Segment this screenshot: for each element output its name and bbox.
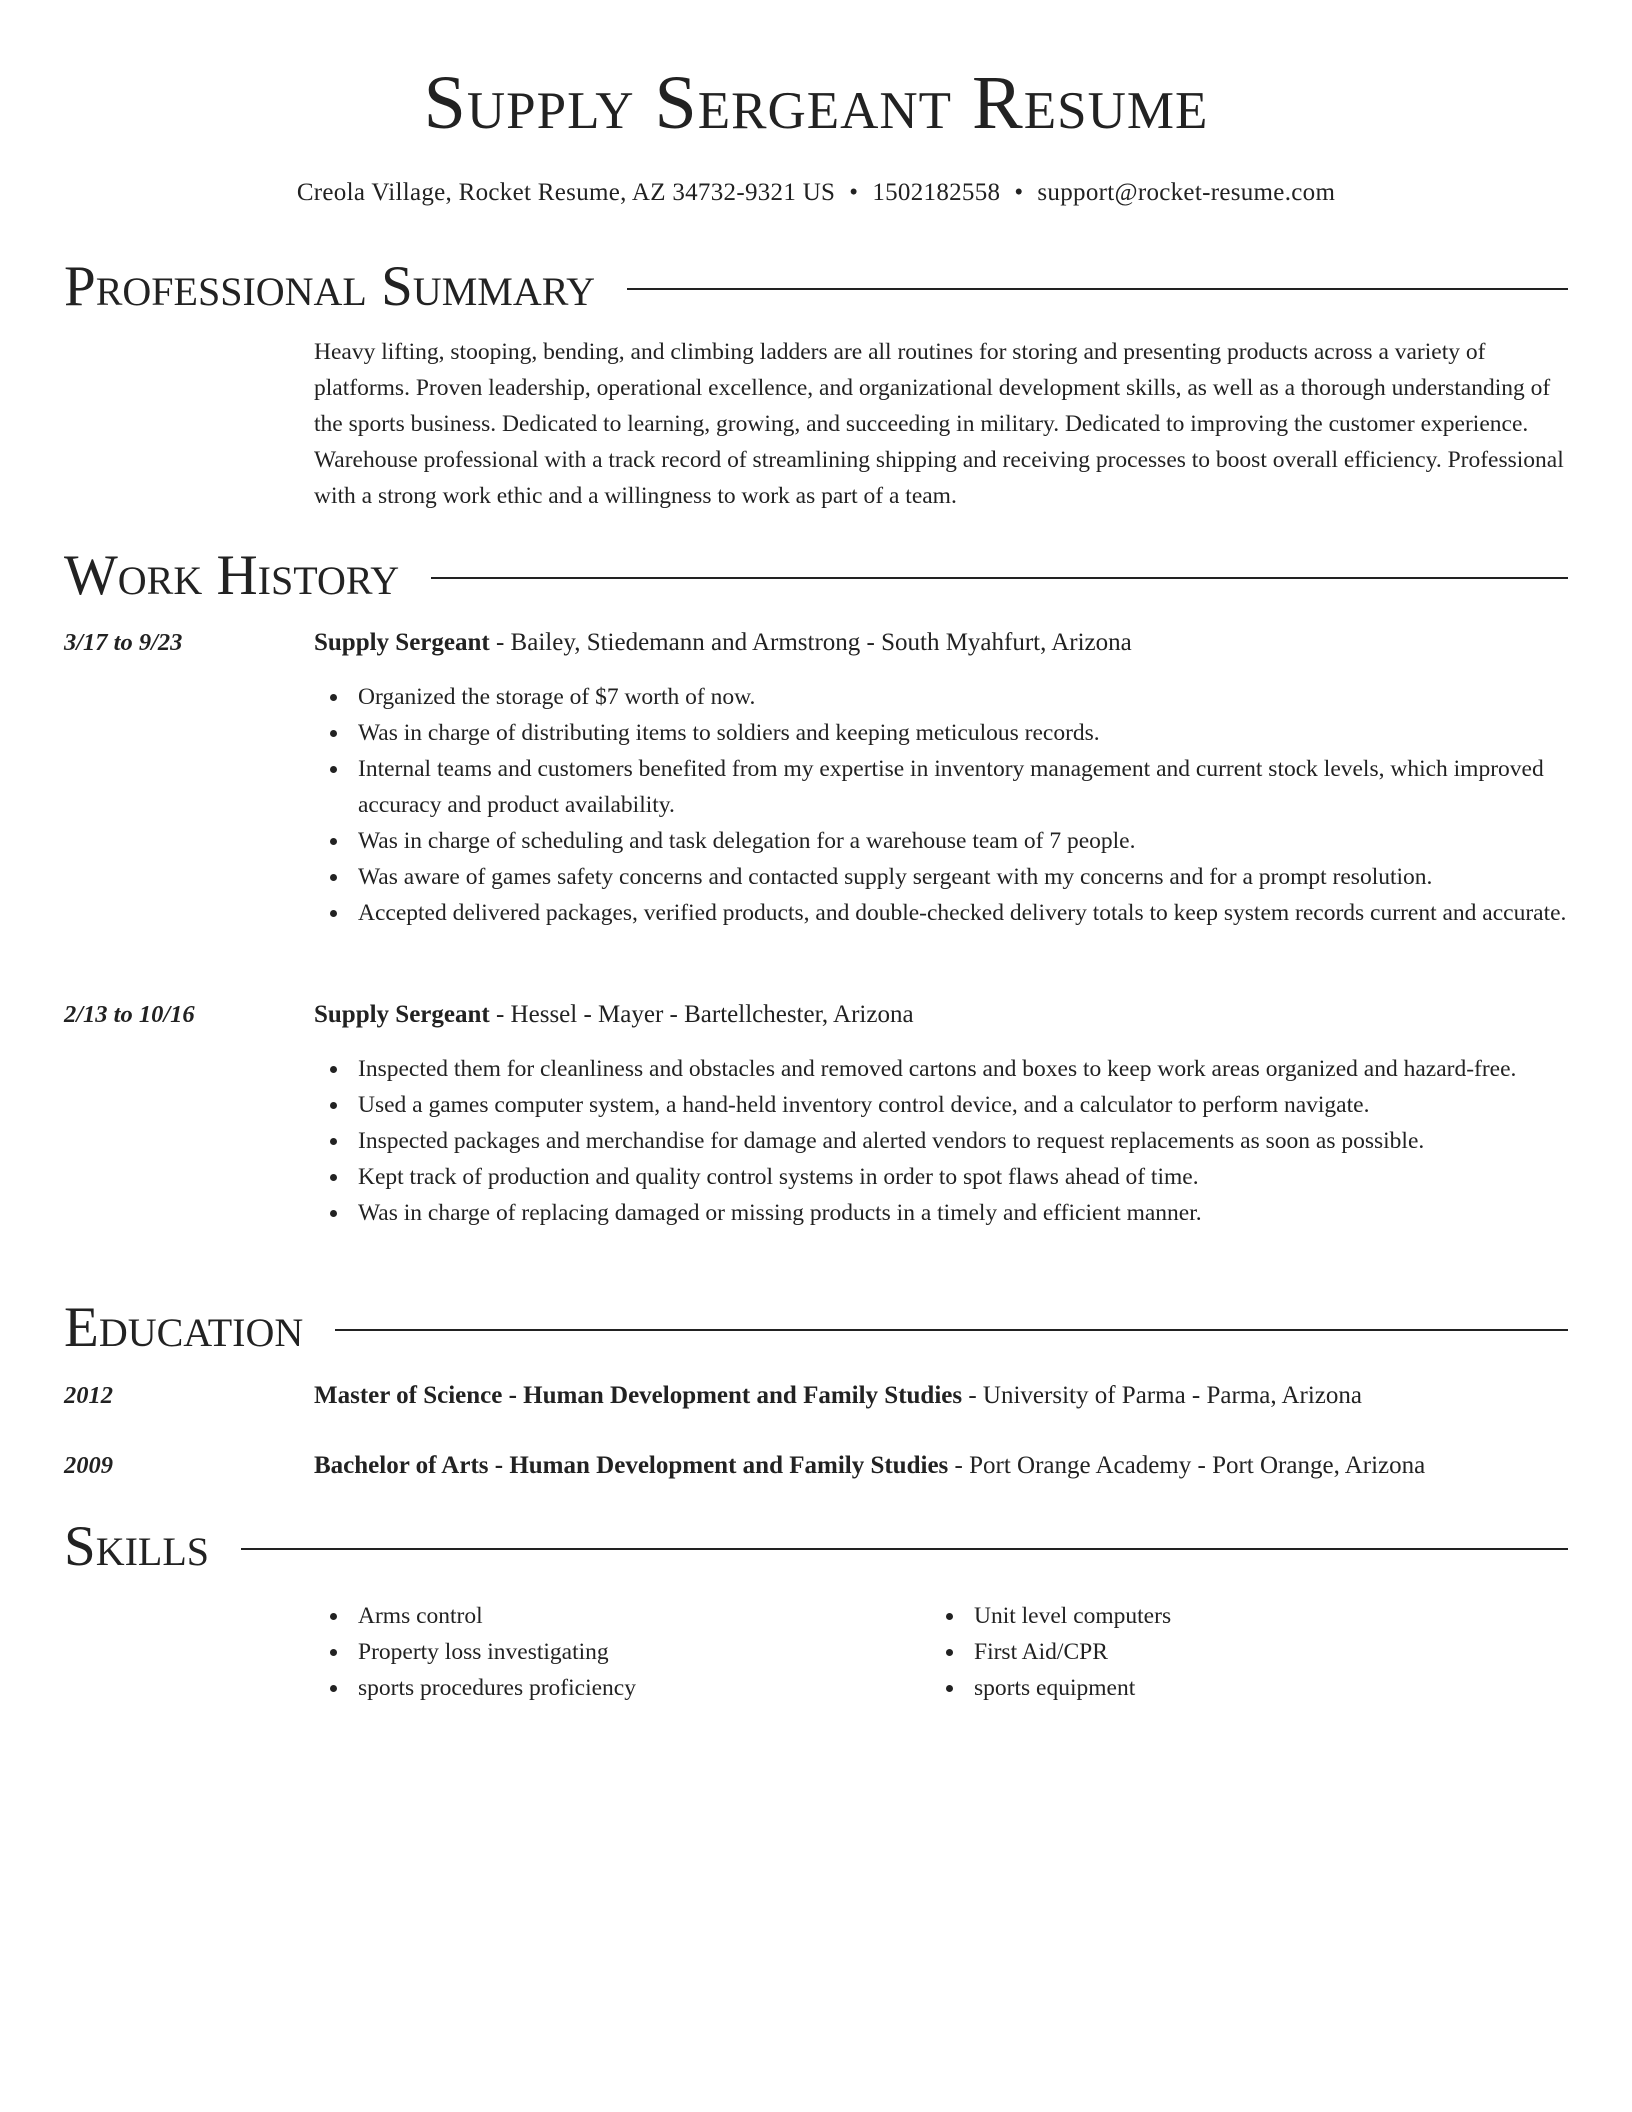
skills-list-left (314, 1598, 930, 1706)
contact-separator: • (849, 179, 859, 206)
job-role: Supply Sergeant (314, 1001, 490, 1028)
list-item: Inspected packages and merchandise for damage and alerted vendors to request replacements as soon as possible. (314, 1123, 1568, 1159)
skills-section-header (64, 1512, 1568, 1582)
list-item: Was aware of games safety concerns and contacted supply sergeant with my concerns and for a prompt resolution. (314, 859, 1568, 895)
list-item: Unit level computers (930, 1598, 1546, 1634)
education-body (314, 1378, 1568, 1414)
job-heading (314, 997, 1568, 1033)
job-duties-list (314, 1051, 1568, 1231)
skills-columns (314, 1598, 1568, 1706)
education-line (314, 1448, 1568, 1484)
contact-phone: 1502182558 (872, 179, 1001, 206)
job-heading (314, 625, 1568, 661)
education-section-header (64, 1293, 1568, 1363)
summary-section-header (64, 252, 1568, 322)
list-item: Used a games computer system, a hand-held inventory control device, and a calculator to perform navigate. (314, 1087, 1568, 1123)
work-section-title: Work History (64, 544, 400, 607)
job-body (314, 625, 1568, 931)
list-item: sports equipment (930, 1670, 1546, 1706)
contact-line (64, 176, 1568, 210)
job-role: Supply Sergeant (314, 629, 490, 656)
job-employer: - Hessel - Mayer - Bartellchester, Arizona (489, 1001, 914, 1028)
education-school: - Port Orange Academy - Port Orange, Arizona (948, 1452, 1426, 1479)
list-item: Inspected them for cleanliness and obstacles and removed cartons and boxes to keep work areas organized and hazard-free. (314, 1051, 1568, 1087)
job-dates: 3/17 to 9/23 (64, 629, 183, 656)
section-divider (627, 288, 1568, 290)
section-divider (241, 1548, 1568, 1550)
skills-section-title: Skills (64, 1515, 210, 1578)
summary-text: Heavy lifting, stooping, bending, and climbing ladders are all routines for storing and presenting products across a variety of platforms. Proven leadership, operational excellence, and organizational development skills, as well as a thorough understanding of the sports business. Dedicated to learning, growing, and succeeding in military. Dedicated to improving the customer experience. Warehouse professional with a track record of streamlining shipping and receiving processes to boost overall efficiency. Professional with a strong work ethic and a willingness to work as part of a team. (314, 339, 1564, 509)
list-item: Arms control (314, 1598, 930, 1634)
education-body (314, 1448, 1568, 1484)
list-item: Kept track of production and quality control systems in order to spot flaws ahead of time. (314, 1159, 1568, 1195)
education-year: 2012 (64, 1382, 113, 1409)
education-degree: Bachelor of Arts - Human Development and Family Studies (314, 1452, 949, 1479)
contact-separator: • (1014, 179, 1024, 206)
resume-title: Supply Sergeant Resume (423, 61, 1209, 145)
job-dates: 2/13 to 10/16 (64, 1001, 195, 1028)
contact-email: support@rocket-resume.com (1037, 179, 1336, 206)
skills-list-right (930, 1598, 1546, 1706)
list-item: Internal teams and customers benefited from my expertise in inventory management and current stock levels, which improved accuracy and product availability. (314, 751, 1568, 823)
summary-section-title: Professional Summary (64, 255, 596, 318)
education-year: 2009 (64, 1452, 113, 1479)
list-item: Property loss investigating (314, 1634, 930, 1670)
list-item: Was in charge of distributing items to soldiers and keeping meticulous records. (314, 715, 1568, 751)
education-school: - University of Parma - Parma, Arizona (962, 1382, 1362, 1409)
job-body (314, 997, 1568, 1231)
list-item: Was in charge of replacing damaged or missing products in a timely and efficient manner. (314, 1195, 1568, 1231)
job-duties-list (314, 679, 1568, 931)
list-item: First Aid/CPR (930, 1634, 1546, 1670)
list-item: Was in charge of scheduling and task delegation for a warehouse team of 7 people. (314, 823, 1568, 859)
contact-address: Creola Village, Rocket Resume, AZ 34732-9321 US (296, 179, 836, 206)
section-divider (335, 1329, 1568, 1331)
education-degree: Master of Science - Human Development and Family Studies (314, 1382, 963, 1409)
list-item: sports procedures proficiency (314, 1670, 930, 1706)
job-employer: - Bailey, Stiedemann and Armstrong - South Myahfurt, Arizona (489, 629, 1132, 656)
education-section-title: Education (64, 1296, 304, 1359)
section-divider (431, 577, 1568, 579)
work-section-header (64, 541, 1568, 611)
education-line (314, 1378, 1568, 1414)
list-item: Accepted delivered packages, verified products, and double-checked delivery totals to keep system records current and accurate. (314, 895, 1568, 931)
list-item: Organized the storage of $7 worth of now. (314, 679, 1568, 715)
